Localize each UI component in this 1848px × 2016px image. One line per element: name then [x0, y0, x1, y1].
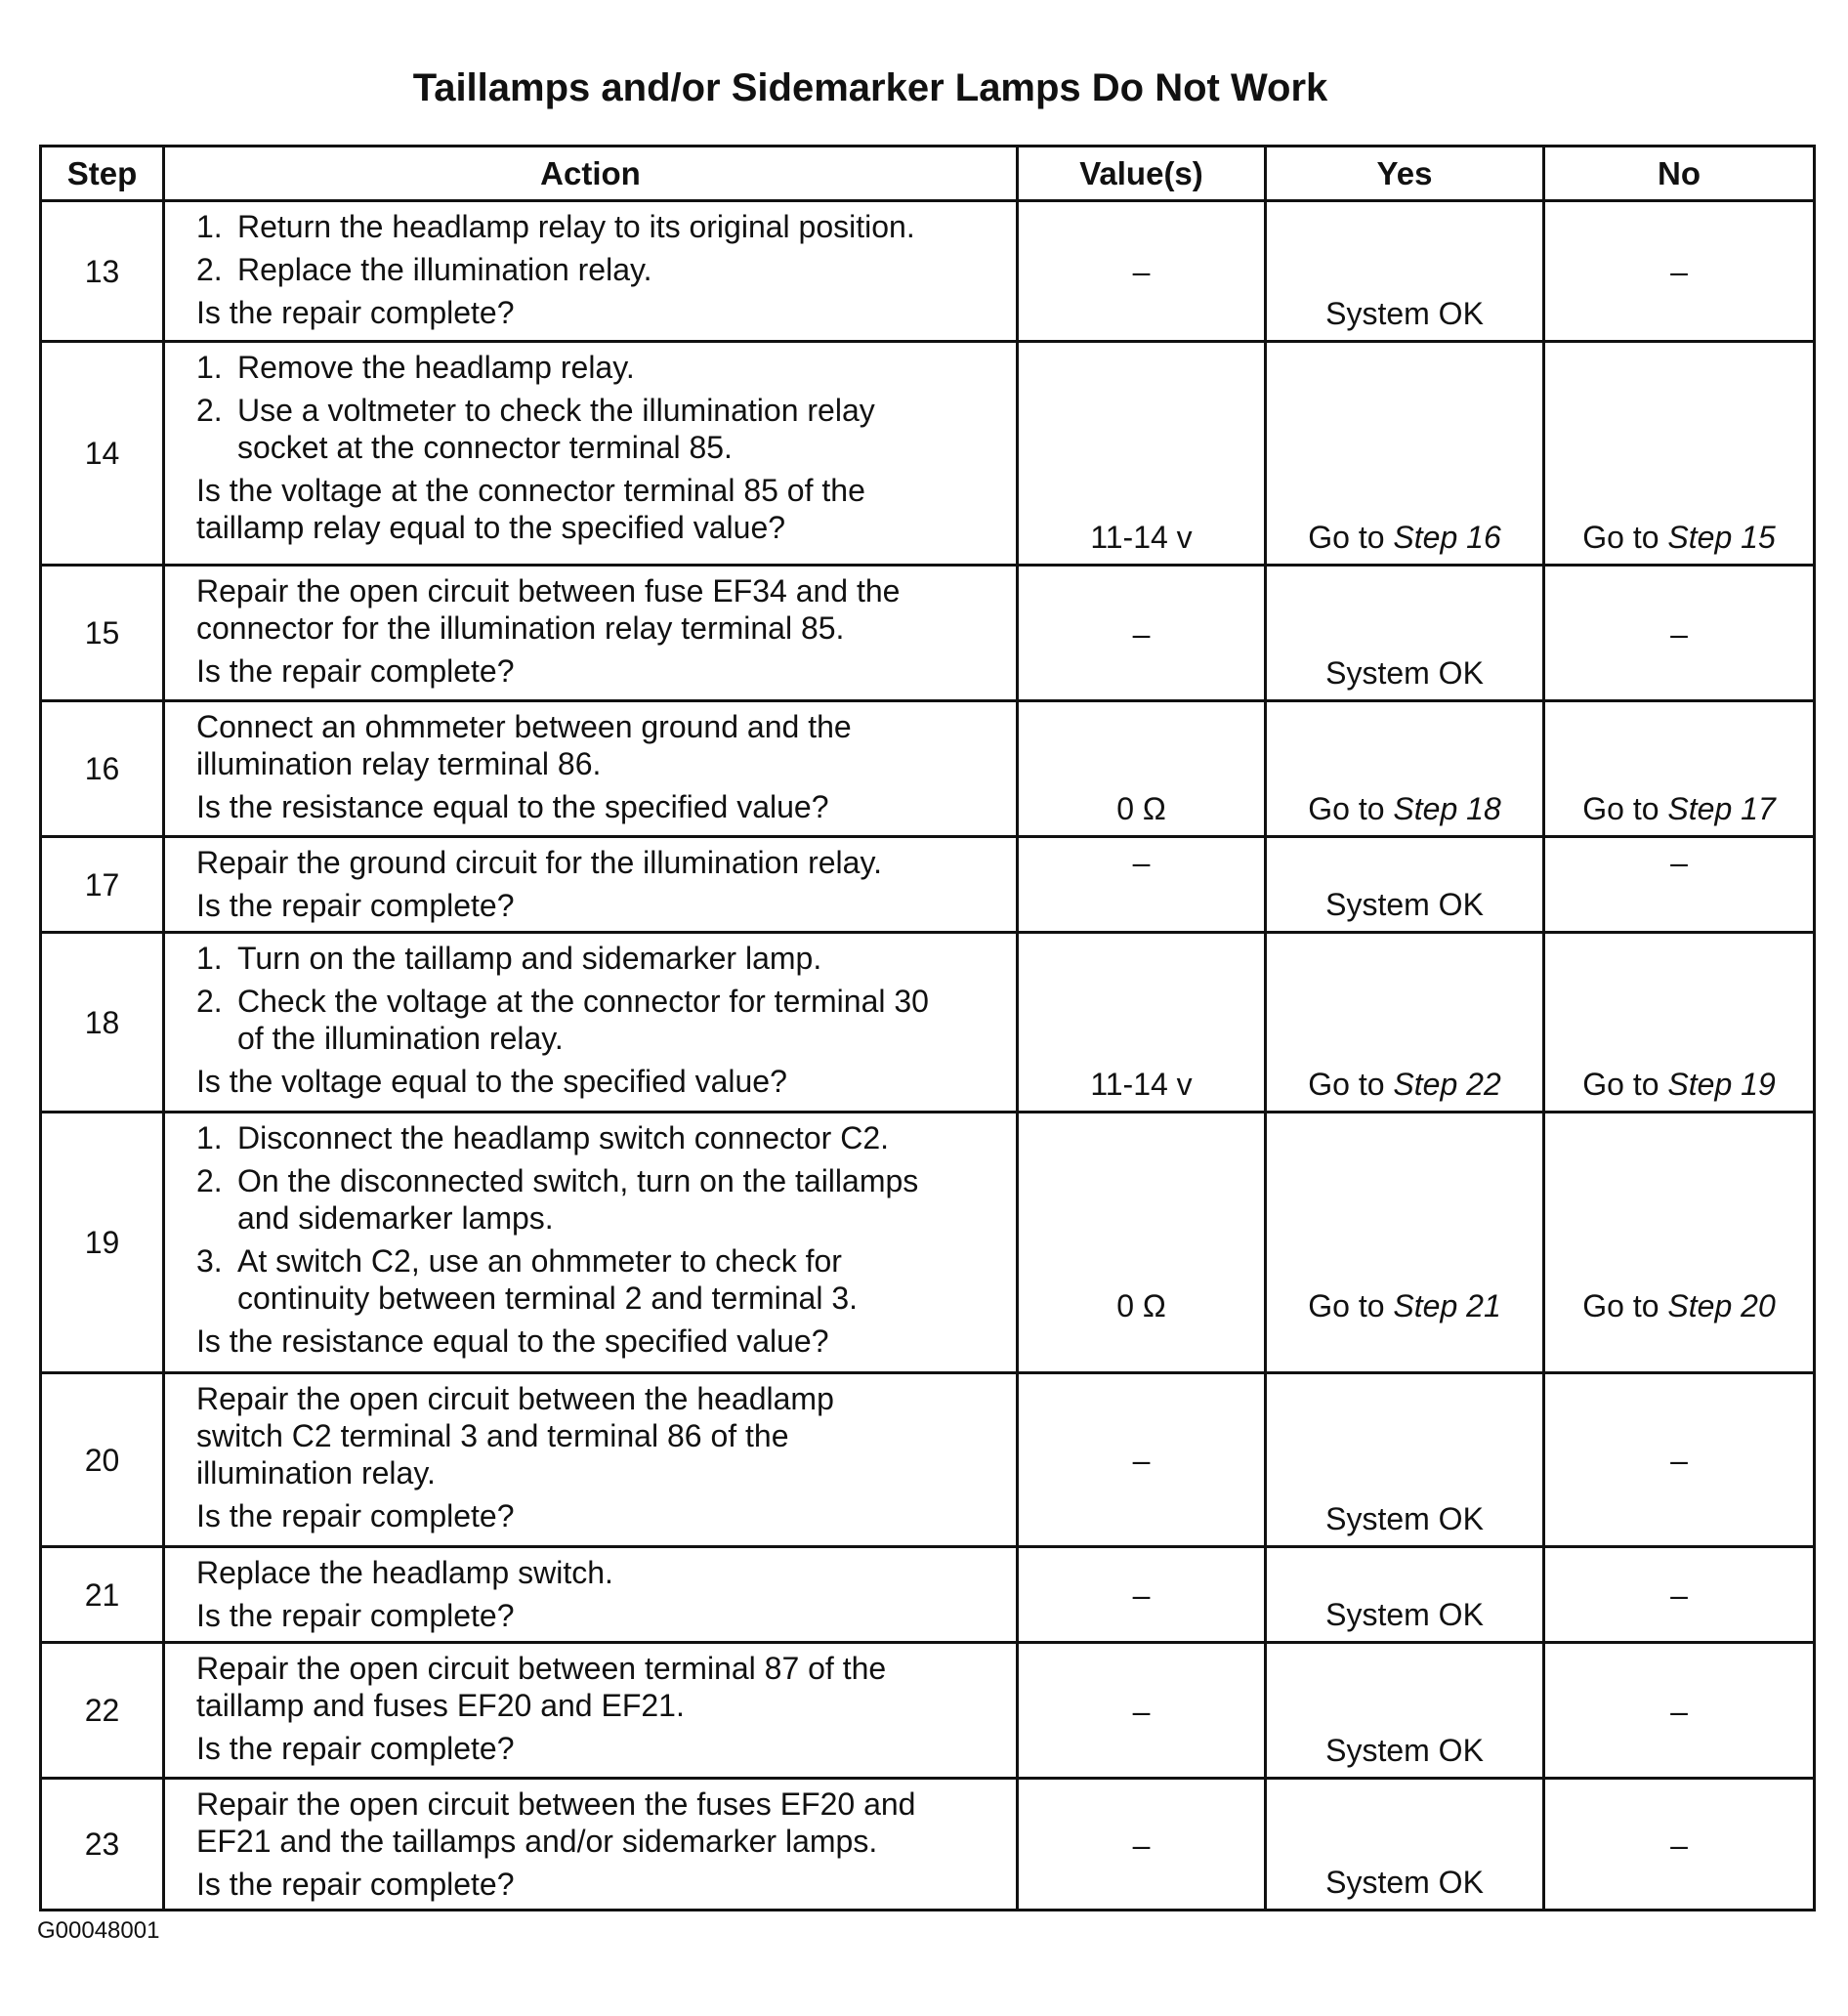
action-step-item: 2. On the disconnected switch, turn on the taillamps and sidemarker lamps. — [196, 1163, 919, 1236]
yes-cell: System OK — [1266, 1643, 1544, 1779]
action-text: Repair the open circuit between terminal 87 of the taillamp and fuses EF20 and EF21. — [196, 1651, 887, 1723]
yes-cell: System OK — [1266, 201, 1544, 342]
table-row — [41, 837, 1815, 933]
action-question: Is the repair complete? — [196, 1731, 515, 1766]
table-header-row — [41, 147, 1815, 201]
step-reference: Step 21 — [1393, 1288, 1501, 1323]
table-row — [41, 1779, 1815, 1911]
action-step-item: 1. Turn on the taillamp and sidemarker lamp. — [196, 941, 822, 976]
action-step-item: 2. Replace the illumination relay. — [196, 252, 652, 287]
column-header-step: Step — [41, 147, 164, 201]
action-text: Repair the ground circuit for the illumination relay. — [196, 845, 882, 880]
action-cell — [164, 1779, 1018, 1911]
column-header-values: Value(s) — [1018, 147, 1266, 201]
step-reference: Step 17 — [1667, 791, 1776, 826]
action-step-item: 1. Disconnect the headlamp switch connector C2. — [196, 1120, 890, 1155]
step-number: 21 — [41, 1547, 164, 1643]
step-reference: Step 19 — [1667, 1067, 1776, 1102]
table-row — [41, 1547, 1815, 1643]
action-cell — [164, 701, 1018, 837]
table-row — [41, 566, 1815, 701]
action-question: Is the voltage at the connector terminal 85 of the taillamp relay equal to the specified value? — [196, 473, 865, 545]
step-number: 22 — [41, 1643, 164, 1779]
action-question: Is the repair complete? — [196, 1598, 515, 1633]
action-question: Is the repair complete? — [196, 888, 515, 923]
step-reference: Step 22 — [1393, 1067, 1501, 1102]
column-header-yes: Yes — [1266, 147, 1544, 201]
action-step-item: 3. At switch C2, use an ohmmeter to check for continuity between terminal 2 and terminal 3. — [196, 1243, 859, 1316]
page-title: Taillamps and/or Sidemarker Lamps Do Not Work — [412, 66, 1328, 109]
action-question: Is the repair complete? — [196, 1498, 515, 1533]
yes-cell: Go to Step 22 — [1266, 933, 1544, 1113]
action-step-item: 1. Return the headlamp relay to its original position. — [196, 209, 915, 244]
no-cell: – — [1544, 201, 1815, 342]
action-text: Repair the open circuit between fuse EF34 and the connector for the illumination relay terminal 85. — [196, 573, 901, 646]
value-cell: – — [1018, 1373, 1266, 1547]
step-reference: Step 20 — [1667, 1288, 1776, 1323]
action-text: Repair the open circuit between the headlamp switch C2 terminal 3 and terminal 86 of the illumination relay. — [196, 1381, 834, 1491]
action-step-item: 2. Use a voltmeter to check the illumination relay socket at the connector terminal 85. — [196, 393, 875, 465]
action-cell — [164, 1113, 1018, 1373]
action-cell — [164, 201, 1018, 342]
action-cell — [164, 933, 1018, 1113]
no-cell: – — [1544, 837, 1815, 933]
step-reference: Step 15 — [1667, 520, 1776, 555]
value-cell: 0 Ω — [1018, 1113, 1266, 1373]
yes-cell: Go to Step 21 — [1266, 1113, 1544, 1373]
step-number: 15 — [41, 566, 164, 701]
no-cell: Go to Step 15 — [1544, 342, 1815, 566]
value-cell: 0 Ω — [1018, 701, 1266, 837]
no-cell: – — [1544, 1643, 1815, 1779]
table-row — [41, 1113, 1815, 1373]
table-row — [41, 201, 1815, 342]
step-number: 18 — [41, 933, 164, 1113]
yes-cell: System OK — [1266, 837, 1544, 933]
action-cell — [164, 1547, 1018, 1643]
no-cell: Go to Step 19 — [1544, 933, 1815, 1113]
step-number: 14 — [41, 342, 164, 566]
step-number: 23 — [41, 1779, 164, 1911]
action-cell — [164, 837, 1018, 933]
value-cell: 11-14 v — [1018, 342, 1266, 566]
no-cell: Go to Step 17 — [1544, 701, 1815, 837]
value-cell: – — [1018, 566, 1266, 701]
action-question: Is the repair complete? — [196, 1867, 515, 1902]
yes-cell: System OK — [1266, 1547, 1544, 1643]
figure-code: G00048001 — [37, 1917, 160, 1944]
column-header-no: No — [1544, 147, 1815, 201]
value-cell: – — [1018, 837, 1266, 933]
action-text: Connect an ohmmeter between ground and the illumination relay terminal 86. — [196, 709, 852, 781]
table-row — [41, 342, 1815, 566]
yes-cell: System OK — [1266, 1779, 1544, 1911]
no-cell: – — [1544, 566, 1815, 701]
table-row — [41, 701, 1815, 837]
no-cell: Go to Step 20 — [1544, 1113, 1815, 1373]
action-cell — [164, 342, 1018, 566]
action-step-item: 1. Remove the headlamp relay. — [196, 350, 635, 385]
value-cell: 11-14 v — [1018, 933, 1266, 1113]
yes-cell: Go to Step 16 — [1266, 342, 1544, 566]
action-cell — [164, 566, 1018, 701]
action-question: Is the voltage equal to the specified value? — [196, 1064, 787, 1099]
action-step-item: 2. Check the voltage at the connector for terminal 30 of the illumination relay. — [196, 984, 929, 1056]
step-reference: Step 18 — [1393, 791, 1501, 826]
action-cell — [164, 1643, 1018, 1779]
step-number: 16 — [41, 701, 164, 837]
yes-cell: Go to Step 18 — [1266, 701, 1544, 837]
action-question: Is the repair complete? — [196, 653, 515, 689]
value-cell: – — [1018, 1547, 1266, 1643]
diagnostic-table — [39, 145, 1816, 1911]
step-number: 19 — [41, 1113, 164, 1373]
table-row — [41, 1373, 1815, 1547]
action-text: Repair the open circuit between the fuses EF20 and EF21 and the taillamps and/or sidemarker lamps. — [196, 1786, 916, 1859]
value-cell: – — [1018, 201, 1266, 342]
no-cell: – — [1544, 1547, 1815, 1643]
step-number: 17 — [41, 837, 164, 933]
value-cell: – — [1018, 1779, 1266, 1911]
no-cell: – — [1544, 1779, 1815, 1911]
yes-cell: System OK — [1266, 566, 1544, 701]
action-text: Replace the headlamp switch. — [196, 1555, 613, 1590]
step-number: 20 — [41, 1373, 164, 1547]
step-number: 13 — [41, 201, 164, 342]
action-question: Is the repair complete? — [196, 295, 515, 330]
action-question: Is the resistance equal to the specified value? — [196, 1323, 829, 1359]
yes-cell: System OK — [1266, 1373, 1544, 1547]
step-reference: Step 16 — [1393, 520, 1501, 555]
table-row — [41, 933, 1815, 1113]
action-cell — [164, 1373, 1018, 1547]
no-cell: – — [1544, 1373, 1815, 1547]
column-header-action: Action — [164, 147, 1018, 201]
table-row — [41, 1643, 1815, 1779]
value-cell: – — [1018, 1643, 1266, 1779]
action-question: Is the resistance equal to the specified value? — [196, 789, 829, 824]
